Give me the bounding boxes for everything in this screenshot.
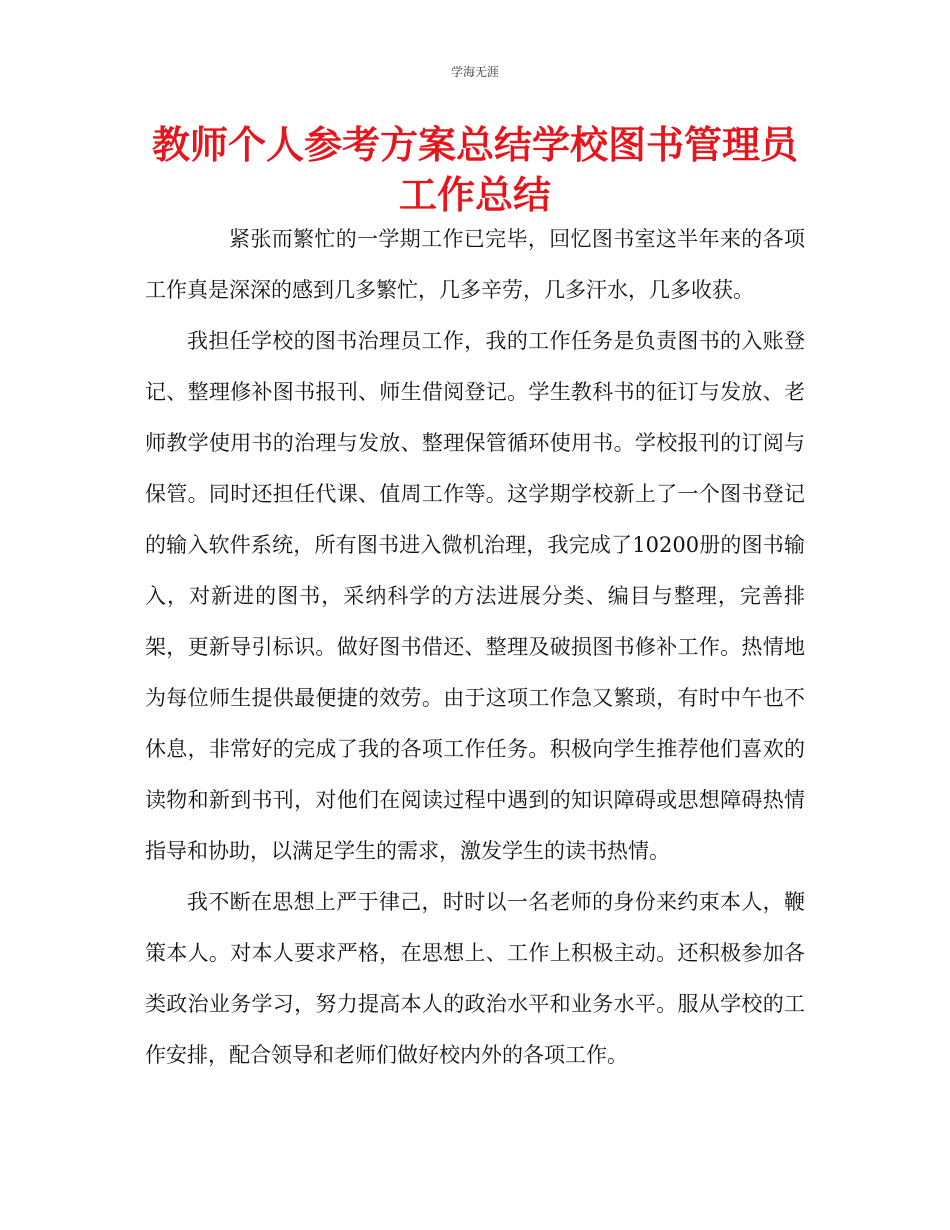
paragraph-2: 我担任学校的图书治理员工作，我的工作任务是负责图书的入账登记、整理修补图书报刊、师生借阅登记。学生教科书的征订与发放、老师教学使用书的治理与发放、整理保管循环使用书。学校报刊的订阅与保管。同时还担任代课、值周工作等。这学期学校新上了一个图书登记的输入软件系统，所有图书进入微机治理，我完成了10200册的图书输入，对新进的图书，采纳科学的方法进展分类、编目与整理，完善排架，更新导引标识。做好图书借还、整理及破损图书修补工作。热情地为每位师生提供最便捷的效劳。由于这项工作急又繁琐，有时中午也不休息，非常好的完成了我的各项工作任务。积极向学生推荐他们喜欢的读物和新到书刊，对他们在阅读过程中遇到的知识障碍或思想障碍热情指导和协助，以满足学生的需求，激发学生的读书热情。 — [145, 329, 805, 863]
paragraph-1: 紧张而繁忙的一学期工作已完毕，回忆图书室这半年来的各项工作真是深深的感到几多繁忙，几多辛劳，几多汗水，几多收获。 — [145, 227, 805, 302]
document-body — [145, 214, 805, 1081]
document-title: 教师个人参考方案总结学校图书管理员工作总结 — [151, 123, 798, 217]
paragraph-3: 我不断在思想上严于律己，时时以一名老师的身份来约束本人，鞭策本人。对本人要求严格，在思想上、工作上积极主动。还积极参加各类政治业务学习，努力提高本人的政治水平和业务水平。服从学校的工作安排，配合领导和老师们做好校内外的各项工作。 — [145, 890, 805, 1067]
page-header: 学海无涯 — [450, 65, 499, 79]
